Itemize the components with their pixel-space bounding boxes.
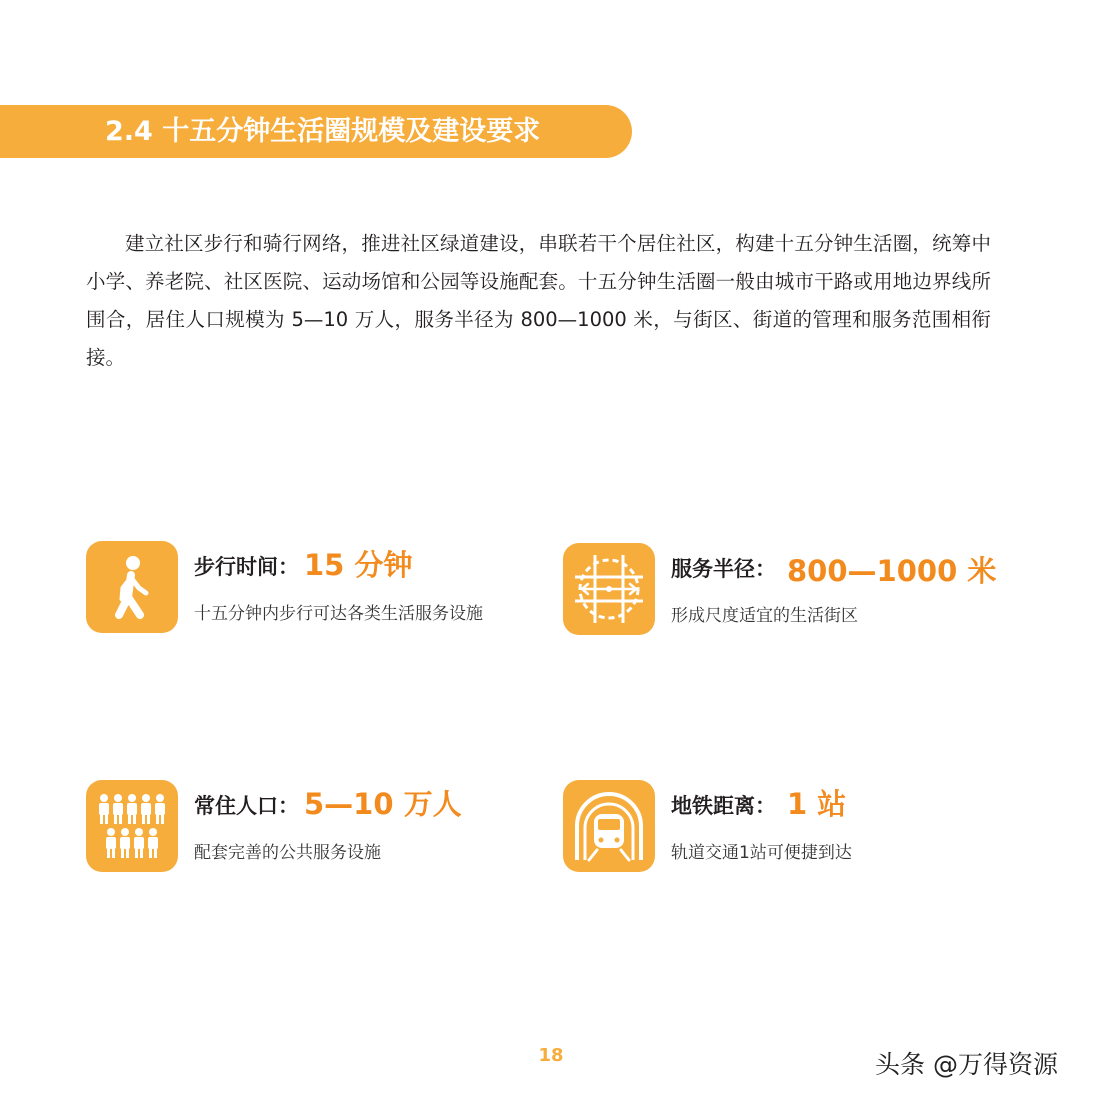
stat-label: 常住人口：	[194, 794, 299, 818]
person-figure	[120, 828, 130, 858]
person-figure	[99, 794, 109, 824]
person-figure	[127, 794, 137, 824]
person-figure	[113, 794, 123, 824]
watermark: 头条 @万得资源	[875, 1050, 1058, 1079]
service-radius-icon	[563, 543, 655, 635]
section-banner	[0, 105, 632, 158]
stat-value: 800—1000 米	[787, 554, 997, 588]
stat-subway-distance	[563, 780, 993, 875]
stat-walking-time	[86, 541, 546, 636]
walking-person-icon	[86, 541, 178, 633]
person-figure	[148, 828, 158, 858]
stat-value: 1 站	[787, 787, 847, 821]
stat-value: 15 分钟	[304, 548, 413, 582]
stat-description: 形成尺度适宜的生活街区	[671, 606, 858, 626]
subway-icon	[563, 780, 655, 872]
stat-label: 地铁距离：	[671, 794, 776, 818]
person-figure	[155, 794, 165, 824]
population-icon	[86, 780, 178, 872]
person-figure	[106, 828, 116, 858]
page-number: 18	[538, 1045, 564, 1066]
section-title: 2.4 十五分钟生活圈规模及建设要求	[105, 116, 541, 147]
stat-service-radius	[563, 543, 997, 638]
stat-label: 步行时间：	[194, 555, 299, 579]
person-figure	[134, 828, 144, 858]
stat-description: 轨道交通1站可便捷到达	[671, 843, 852, 863]
body-paragraph: 建立社区步行和骑行网络，推进社区绿道建设，串联若干个居住社区，构建十五分钟生活圈，统筹中小学、养老院、社区医院、运动场馆和公园等设施配套。十五分钟生活圈一般由城市干路或用地边界线所围合，居住人口规模为 5—10 万人，服务半径为 800—1000 米，与街区、街道的管理和服务范围相衔接。	[86, 232, 992, 369]
stat-label: 服务半径：	[671, 557, 776, 581]
person-figure	[141, 794, 151, 824]
stat-description: 配套完善的公共服务设施	[194, 843, 381, 863]
stat-value: 5—10 万人	[304, 787, 462, 821]
stat-population	[86, 780, 546, 875]
stat-description: 十五分钟内步行可达各类生活服务设施	[194, 604, 483, 624]
